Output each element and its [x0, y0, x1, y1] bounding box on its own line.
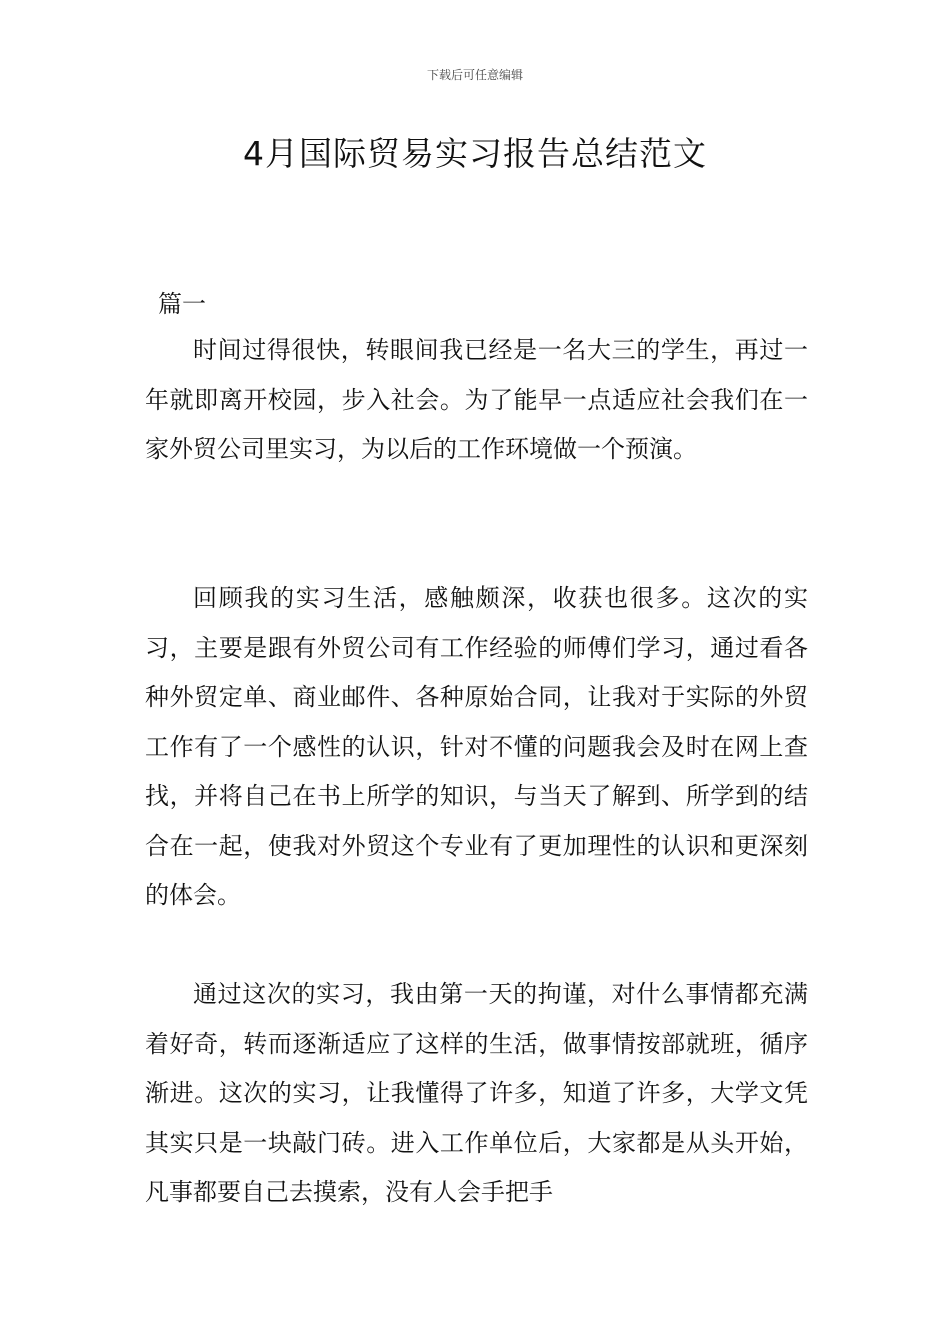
paragraph-1: 时间过得很快，转眼间我已经是一名大三的学生，再过一年就即离开校园，步入社会。为了能早一点适应社会我们在一家外贸公司里实习，为以后的工作环境做一个预演。 — [145, 336, 808, 463]
header-note: 下载后可任意编辑 — [426, 68, 523, 82]
document-title: 4月国际贸易实习报告总结范文 — [243, 134, 707, 173]
section-label: 篇一 — [158, 290, 206, 318]
paragraph-3: 通过这次的实习，我由第一天的拘谨，对什么事情都充满着好奇，转而逐渐适应了这样的生活，做事情按部就班，循序渐进。这次的实习，让我懂得了许多，知道了许多，大学文凭其实只是一块敲门砖。进入工作单位后，大家都是从头开始，凡事都要自己去摸索，没有人会手把手 — [145, 980, 808, 1206]
paragraph-2: 回顾我的实习生活，感触颇深，收获也很多。这次的实习，主要是跟有外贸公司有工作经验的师傅们学习，通过看各种外贸定单、商业邮件、各种原始合同，让我对于实际的外贸工作有了一个感性的认识，针对不懂的问题我会及时在网上查找，并将自己在书上所学的知识，与当天了解到、所学到的结合在一起，使我对外贸这个专业有了更加理性的认识和更深刻的体会。 — [145, 584, 808, 909]
